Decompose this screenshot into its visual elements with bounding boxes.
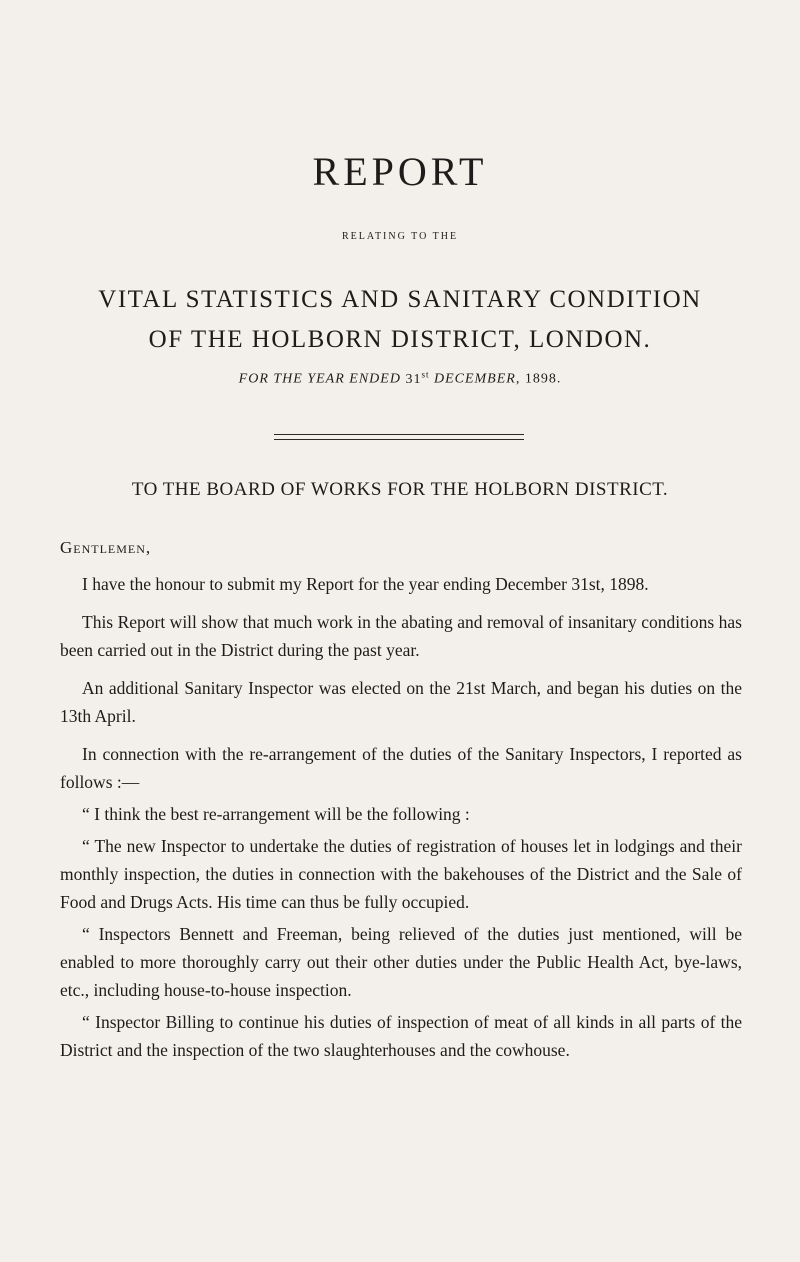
quoted-paragraph: “ I think the best re-arrangement will be the following :	[82, 804, 470, 824]
paragraph: This Report will show that much work in the abating and removal of insanitary conditions has been carried out in the District during the past year.	[60, 612, 742, 660]
subject-line-1: VITAL STATISTICS AND SANITARY CONDITION	[98, 286, 702, 313]
year-day: 31st	[405, 369, 430, 387]
quoted-paragraph: “ The new Inspector to undertake the duties of registration of houses let in lodgings and their monthly inspection, the duties in connection with the bakehouses of the District and the Sale of Food and Drugs Acts. His time can thus be fully occupied.	[60, 836, 742, 912]
report-subject	[0, 280, 800, 360]
relating-caption: RELATING TO THE	[341, 231, 459, 242]
quoted-paragraph: “ Inspector Billing to continue his duties of inspection of meat of all kinds in all parts of the District and the inspection of the two slaughterhouses and the cowhouse.	[60, 1012, 742, 1060]
letter-body	[60, 560, 742, 1064]
year-day-suffix: st	[421, 369, 430, 379]
report-year-line	[0, 369, 800, 388]
subject-line-2: OF THE HOLBORN DISTRICT, LONDON.	[148, 326, 652, 353]
letter-heading: TO THE BOARD OF WORKS FOR THE HOLBORN DISTRICT.	[131, 479, 669, 500]
year-value: 1898.	[524, 371, 562, 387]
double-rule-divider	[274, 434, 524, 440]
year-prefix: FOR THE YEAR ENDED	[238, 371, 401, 387]
paragraph: I have the honour to submit my Report for the year ending December 31st, 1898.	[82, 574, 649, 594]
report-title: REPORT	[312, 149, 488, 194]
paragraph: An additional Sanitary Inspector was elected on the 21st March, and began his duties on the 13th April.	[60, 678, 742, 726]
quoted-paragraph: “ Inspectors Bennett and Freeman, being relieved of the duties just mentioned, will be enabled to more thoroughly carry out their other duties under the Public Health Act, bye-laws, etc., including house-to-house inspection.	[60, 924, 742, 1000]
year-month: DECEMBER,	[433, 371, 521, 387]
paragraph: In connection with the re-arrangement of the duties of the Sanitary Inspectors, I reported as follows :—	[60, 744, 742, 792]
letter-salutation: Gentlemen,	[60, 538, 152, 557]
